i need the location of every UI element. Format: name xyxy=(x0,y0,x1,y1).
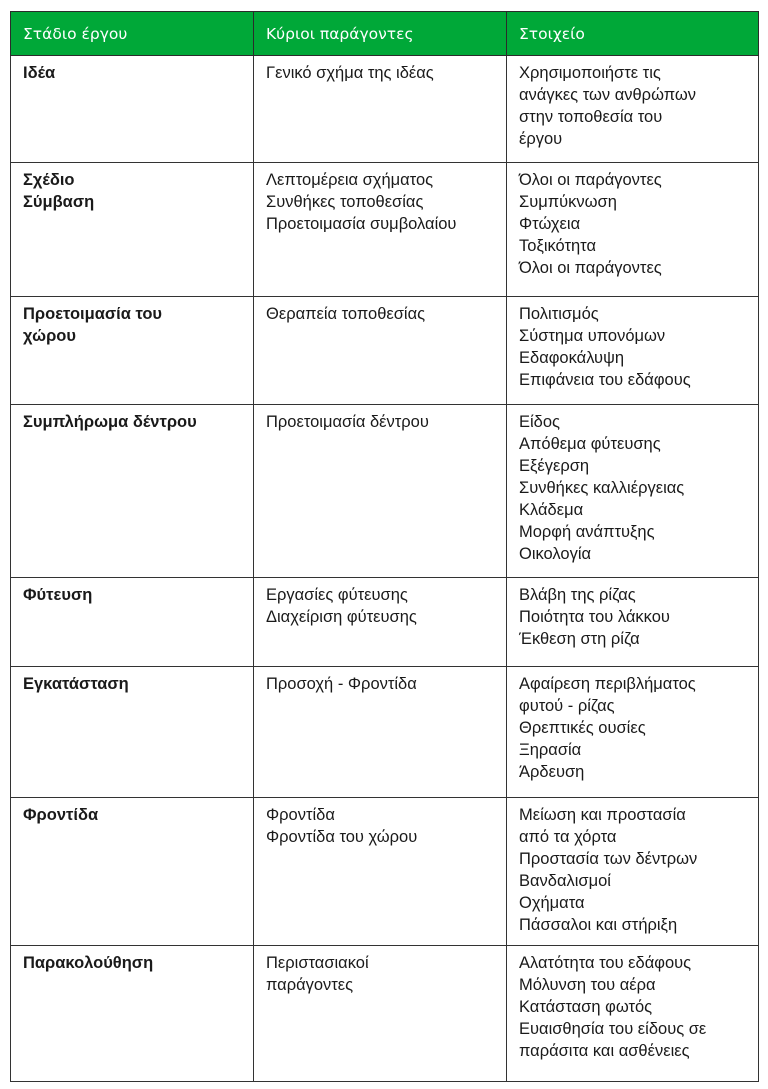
factors-line: Διαχείριση φύτευσης xyxy=(266,608,417,626)
elements-line: Άρδευση xyxy=(519,763,585,781)
elements-line: Μόλυνση του αέρα xyxy=(519,976,656,994)
stage-cell xyxy=(11,56,254,163)
stage-cell xyxy=(11,667,254,798)
elements-line: Μείωση και προστασία xyxy=(519,806,686,824)
table-row xyxy=(11,667,759,798)
stage-line: Φροντίδα xyxy=(23,806,99,824)
table-row xyxy=(11,163,759,297)
factors-line: Φροντίδα του χώρου xyxy=(266,828,418,846)
stage-line: Εγκατάσταση xyxy=(23,675,129,693)
stage-line: Προετοιμασία του xyxy=(23,305,163,323)
column-header-element: Στοιχείο xyxy=(507,12,759,56)
elements-cell xyxy=(507,946,759,1082)
elements-line: Συνθήκες καλλιέργειας xyxy=(519,479,685,497)
factors-line: Γενικό σχήμα της ιδέας xyxy=(266,64,434,82)
factors-line: Προετοιμασία δέντρου xyxy=(266,413,429,431)
elements-cell xyxy=(507,405,759,578)
elements-line: Φτώχεια xyxy=(519,215,581,233)
factors-line: Εργασίες φύτευσης xyxy=(266,586,408,604)
factors-cell xyxy=(254,578,507,667)
elements-line: Θρεπτικές ουσίες xyxy=(519,719,646,737)
elements-line: Σύστημα υπονόμων xyxy=(519,327,666,345)
stage-line: Συμπλήρωμα δέντρου xyxy=(23,413,197,431)
elements-line: Οχήματα xyxy=(519,894,585,912)
elements-line: Μορφή ανάπτυξης xyxy=(519,523,655,541)
factors-line: Συνθήκες τοποθεσίας xyxy=(266,193,424,211)
elements-line: Οικολογία xyxy=(519,545,592,563)
factors-cell xyxy=(254,297,507,405)
stage-line: Παρακολούθηση xyxy=(23,954,154,972)
elements-line: Πολιτισμός xyxy=(519,305,599,323)
stage-cell xyxy=(11,798,254,946)
stage-cell xyxy=(11,946,254,1082)
stage-cell xyxy=(11,297,254,405)
elements-line: Ευαισθησία του είδους σε xyxy=(519,1020,707,1038)
elements-line: Συμπύκνωση xyxy=(519,193,617,211)
elements-line: Όλοι οι παράγοντες xyxy=(519,259,662,277)
elements-cell xyxy=(507,163,759,297)
elements-line: Πάσσαλοι και στήριξη xyxy=(519,916,678,934)
elements-line: Έκθεση στη ρίζα xyxy=(519,630,640,648)
table-body xyxy=(11,56,759,1082)
elements-line: Απόθεμα φύτευσης xyxy=(519,435,661,453)
table-row xyxy=(11,798,759,946)
elements-line: Κατάσταση φωτός xyxy=(519,998,653,1016)
elements-line: Όλοι οι παράγοντες xyxy=(519,171,662,189)
elements-line: Είδος xyxy=(519,413,560,431)
elements-line: ανάγκες των ανθρώπων xyxy=(519,86,697,104)
stage-cell xyxy=(11,405,254,578)
stage-cell xyxy=(11,163,254,297)
elements-line: έργου xyxy=(519,130,563,148)
elements-cell xyxy=(507,667,759,798)
factors-cell xyxy=(254,798,507,946)
stage-line: Φύτευση xyxy=(23,586,93,604)
elements-cell xyxy=(507,798,759,946)
factors-line: Περιστασιακοί xyxy=(266,954,369,972)
elements-line: Αφαίρεση περιβλήματος xyxy=(519,675,696,693)
elements-line: Επιφάνεια του εδάφους xyxy=(519,371,691,389)
factors-line: Λεπτομέρεια σχήματος xyxy=(266,171,434,189)
table-row xyxy=(11,946,759,1082)
factors-cell xyxy=(254,163,507,297)
elements-line: Κλάδεμα xyxy=(519,501,584,519)
stage-line: χώρου xyxy=(23,327,76,345)
factors-cell xyxy=(254,405,507,578)
elements-line: φυτού - ρίζας xyxy=(519,697,615,715)
stage-line: Σύμβαση xyxy=(23,193,95,211)
elements-line: Ποιότητα του λάκκου xyxy=(519,608,670,626)
elements-line: Χρησιμοποιήστε τις xyxy=(519,64,661,82)
stage-line: Ιδέα xyxy=(23,64,56,82)
factors-cell xyxy=(254,56,507,163)
table-row xyxy=(11,56,759,163)
table-row xyxy=(11,405,759,578)
elements-line: Ξηρασία xyxy=(519,741,582,759)
elements-line: παράσιτα και ασθένειες xyxy=(519,1042,690,1060)
elements-line: Βλάβη της ρίζας xyxy=(519,586,636,604)
factors-line: παράγοντες xyxy=(266,976,354,994)
elements-line: Αλατότητα του εδάφους xyxy=(519,954,692,972)
factors-cell xyxy=(254,667,507,798)
table-row xyxy=(11,578,759,667)
project-stage-table xyxy=(10,11,759,1082)
factors-line: Φροντίδα xyxy=(266,806,335,824)
elements-line: Τοξικότητα xyxy=(519,237,597,255)
elements-line: στην τοποθεσία του xyxy=(519,108,663,126)
elements-cell xyxy=(507,297,759,405)
factors-line: Προσοχή - Φροντίδα xyxy=(266,675,417,693)
stage-line: Σχέδιο xyxy=(23,171,75,189)
table-header-row xyxy=(11,12,759,56)
column-header-stage: Στάδιο έργου xyxy=(11,12,254,56)
elements-line: Βανδαλισμοί xyxy=(519,872,611,890)
table-row xyxy=(11,297,759,405)
factors-line: Θεραπεία τοποθεσίας xyxy=(266,305,426,323)
factors-cell xyxy=(254,946,507,1082)
stage-cell xyxy=(11,578,254,667)
elements-line: Προστασία των δέντρων xyxy=(519,850,698,868)
elements-cell xyxy=(507,56,759,163)
factors-line: Προετοιμασία συμβολαίου xyxy=(266,215,457,233)
elements-line: από τα χόρτα xyxy=(519,828,617,846)
elements-line: Εξέγερση xyxy=(519,457,590,475)
elements-line: Εδαφοκάλυψη xyxy=(519,349,625,367)
elements-cell xyxy=(507,578,759,667)
column-header-factors: Κύριοι παράγοντες xyxy=(254,12,507,56)
